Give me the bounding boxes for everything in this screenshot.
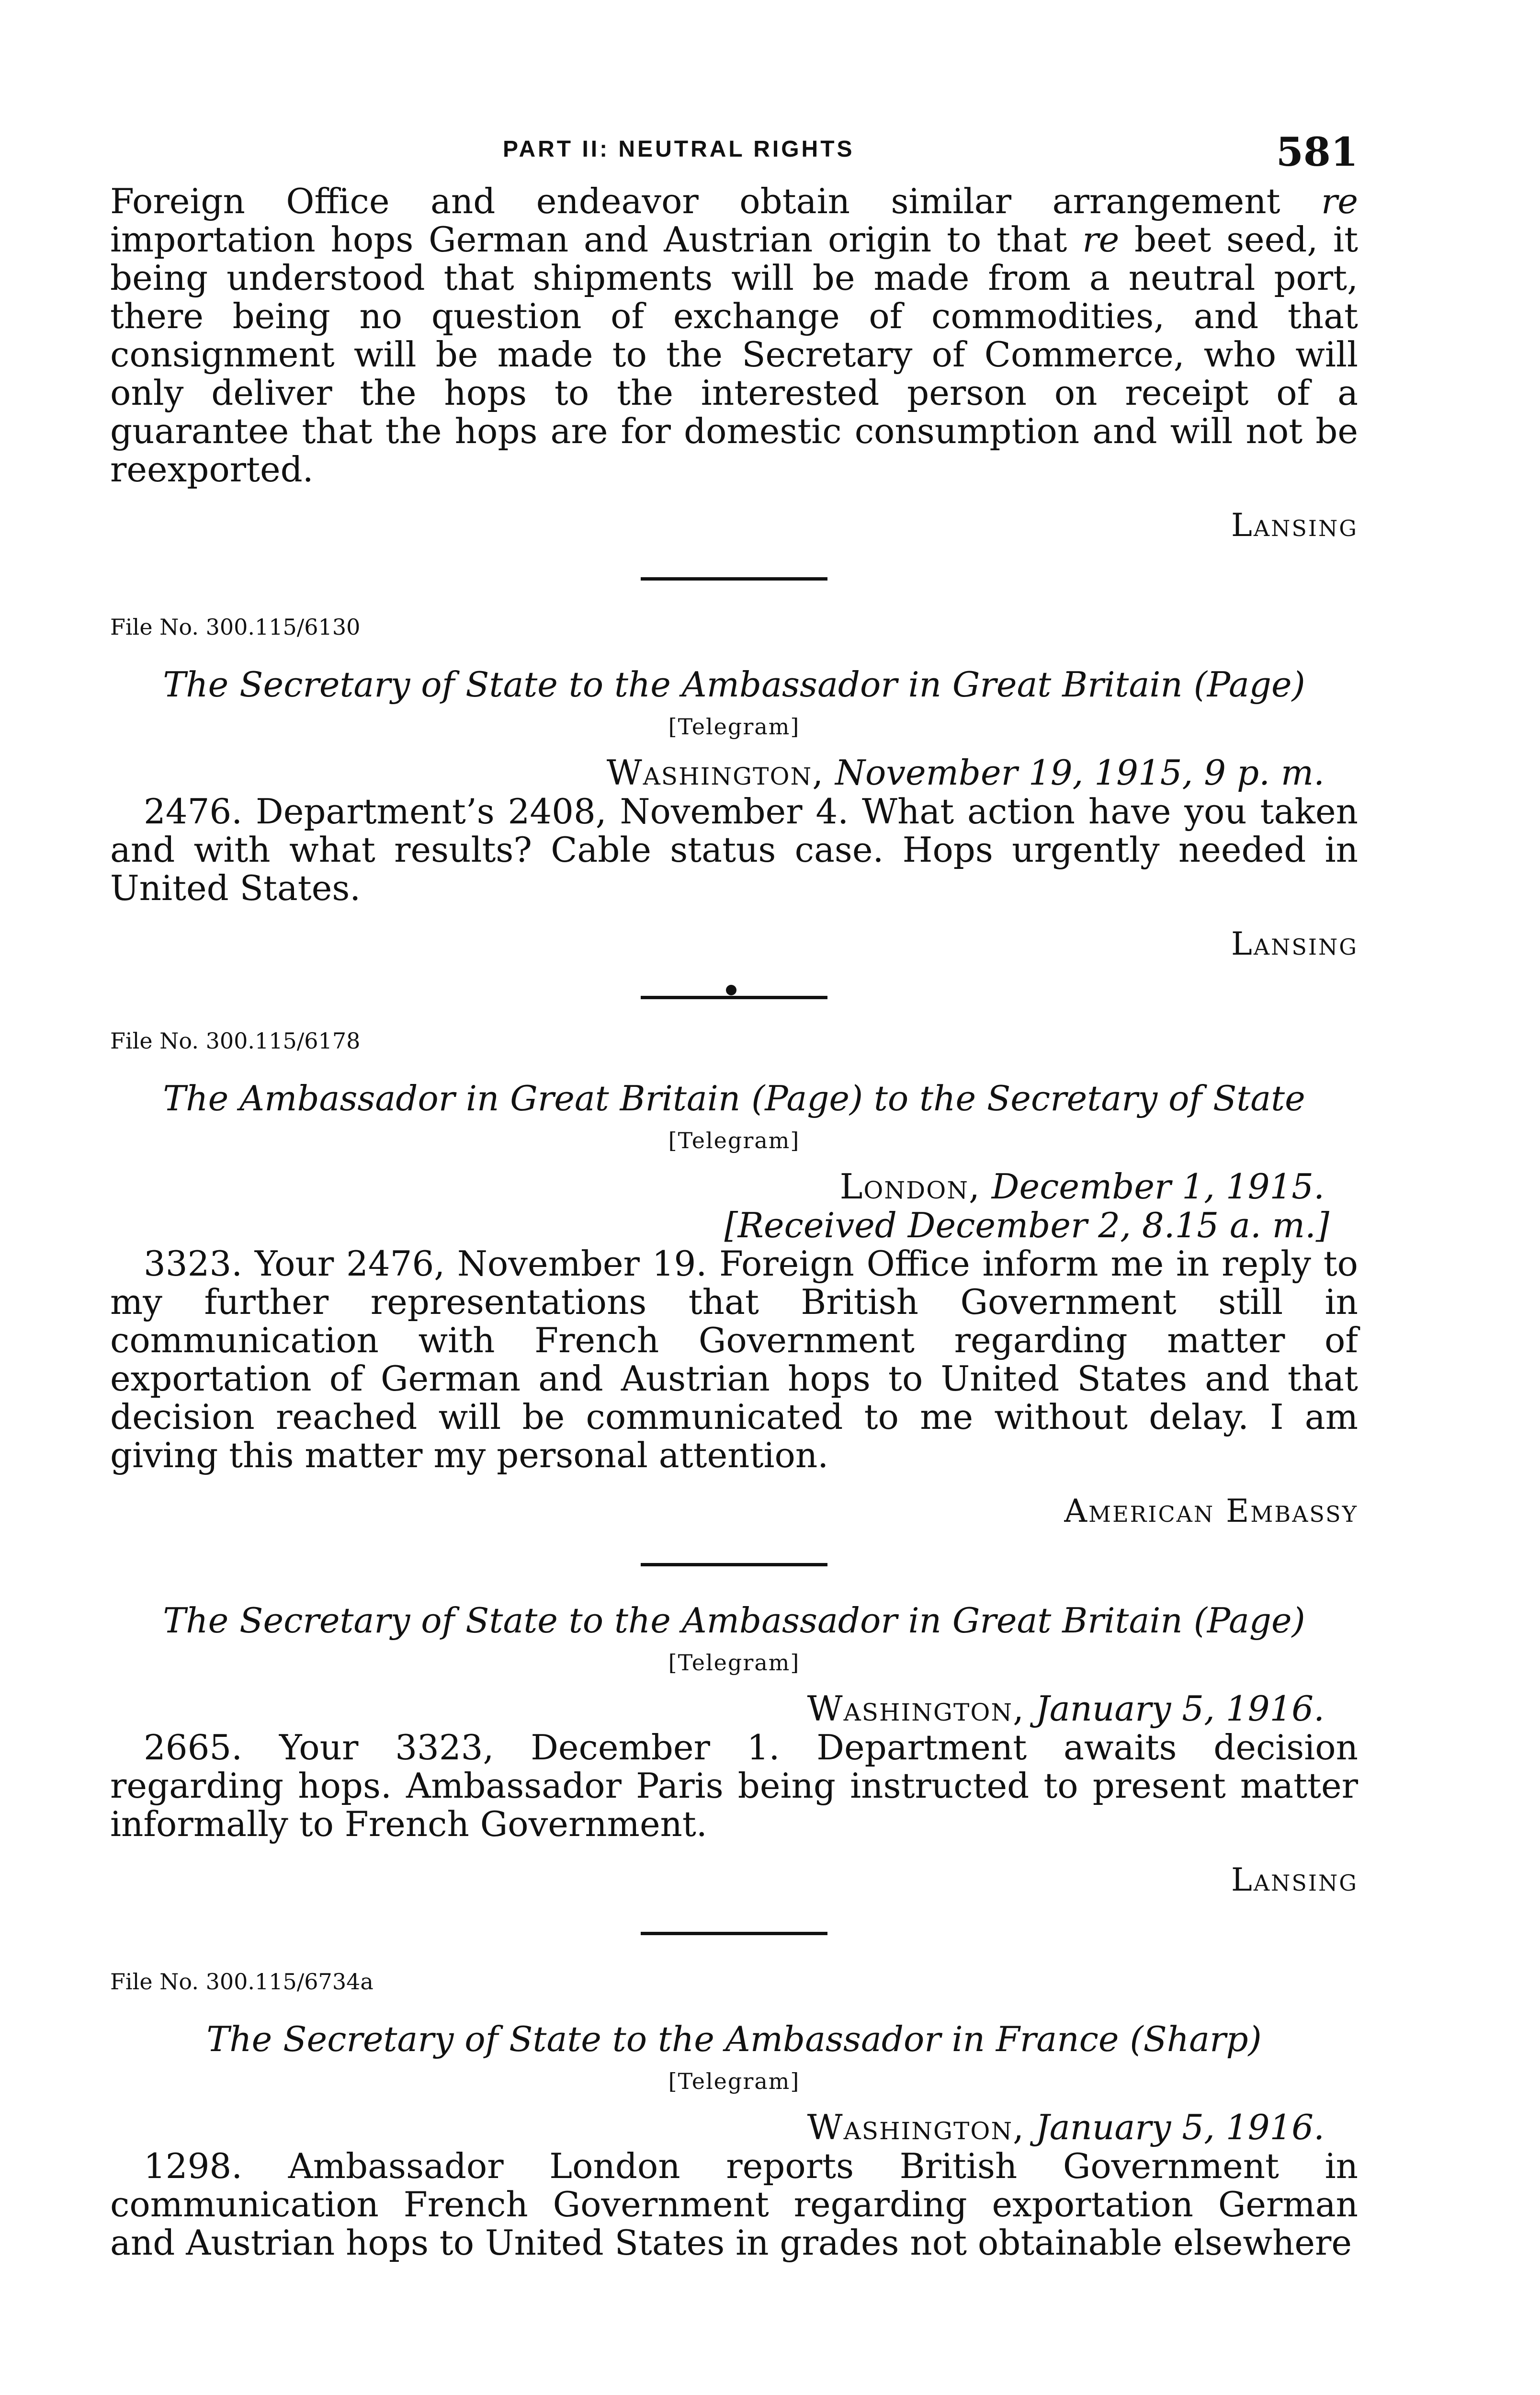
telegram-label: [Telegram] [668, 1128, 800, 1153]
section-divider [641, 577, 827, 581]
document-heading: The Ambassador in Great Britain (Page) to the Secretary of State [163, 1078, 1305, 1118]
telegram-label: [Telegram] [668, 1650, 800, 1676]
place: Washington, [807, 2107, 1025, 2147]
page-header [110, 129, 1358, 182]
place-date-line [110, 1689, 1325, 1728]
running-head: PART II: NEUTRAL RIGHTS [503, 137, 855, 162]
file-number: File No. 300.115/6178 [110, 1028, 361, 1054]
signature: American Embassy [1064, 1493, 1358, 1529]
file-number: File No. 300.115/6734a [110, 1969, 374, 1995]
document-heading: The Secretary of State to the Ambassador in Great Britain (Page) [163, 1600, 1305, 1641]
date: December 1, 1915. [991, 1166, 1325, 1207]
document-body: 3323. Your 2476, November 19. Foreign Office inform me in reply to my further representations that British Government still in communication with French Government regarding matter of exportation of German and Austrian hops to United States and that decision reached will be communicated to me without delay. I am giving this matter my personal attention. [110, 1243, 1358, 1475]
date: January 5, 1916. [1035, 1688, 1325, 1729]
signature: Lansing [1231, 507, 1358, 544]
document-body: 1298. Ambassador London reports British Government in communication French Government regarding exportation German and Austrian hops to United States in grades not obtainable elsewhere [110, 2146, 1358, 2263]
date: January 5, 1916. [1035, 2107, 1325, 2147]
place: London, [839, 1166, 981, 1207]
received-note: [Received December 2, 8.15 a. m.] [724, 1205, 1329, 1245]
section-divider [641, 1932, 827, 1935]
page-number: 581 [1276, 129, 1358, 175]
signature: Lansing [1231, 1861, 1358, 1898]
telegram-label: [Telegram] [668, 2068, 800, 2094]
place-date-line [110, 1167, 1325, 1206]
divider-dot [726, 985, 736, 995]
date: November 19, 1915, 9 p. m. [835, 753, 1325, 793]
continued-paragraph: Foreign Office and endeavor obtain similar arrangement re importation hops German and Austrian origin to that re beet seed, it being understood that shipments will be made from a neutral port, there being no question of exchange of commodities, and that consignment will be made to the Secretary of Commerce, who will only deliver the hops to the interested person on receipt of a guarantee that the hops are for domestic consumption and will not be reexported. [110, 181, 1359, 490]
telegram-label: [Telegram] [668, 714, 800, 740]
section-divider [641, 1563, 827, 1566]
document-body: 2476. Department’s 2408, November 4. What action have you taken and with what results? Cable status case. Hops urgently needed in United States. [110, 791, 1358, 908]
section-divider [641, 996, 827, 999]
place-date-line [110, 2108, 1325, 2147]
place: Washington, [807, 1688, 1025, 1729]
document-heading: The Secretary of State to the Ambassador in France (Sharp) [206, 2019, 1262, 2059]
place-date-line [110, 753, 1325, 792]
document-heading: The Secretary of State to the Ambassador in Great Britain (Page) [163, 664, 1305, 705]
signature: Lansing [1231, 925, 1358, 962]
file-number: File No. 300.115/6130 [110, 614, 361, 640]
place: Washington, [606, 753, 825, 793]
document-body: 2665. Your 3323, December 1. Department awaits decision regarding hops. Ambassador Paris being instructed to present matter informally to French Government. [110, 1727, 1358, 1844]
